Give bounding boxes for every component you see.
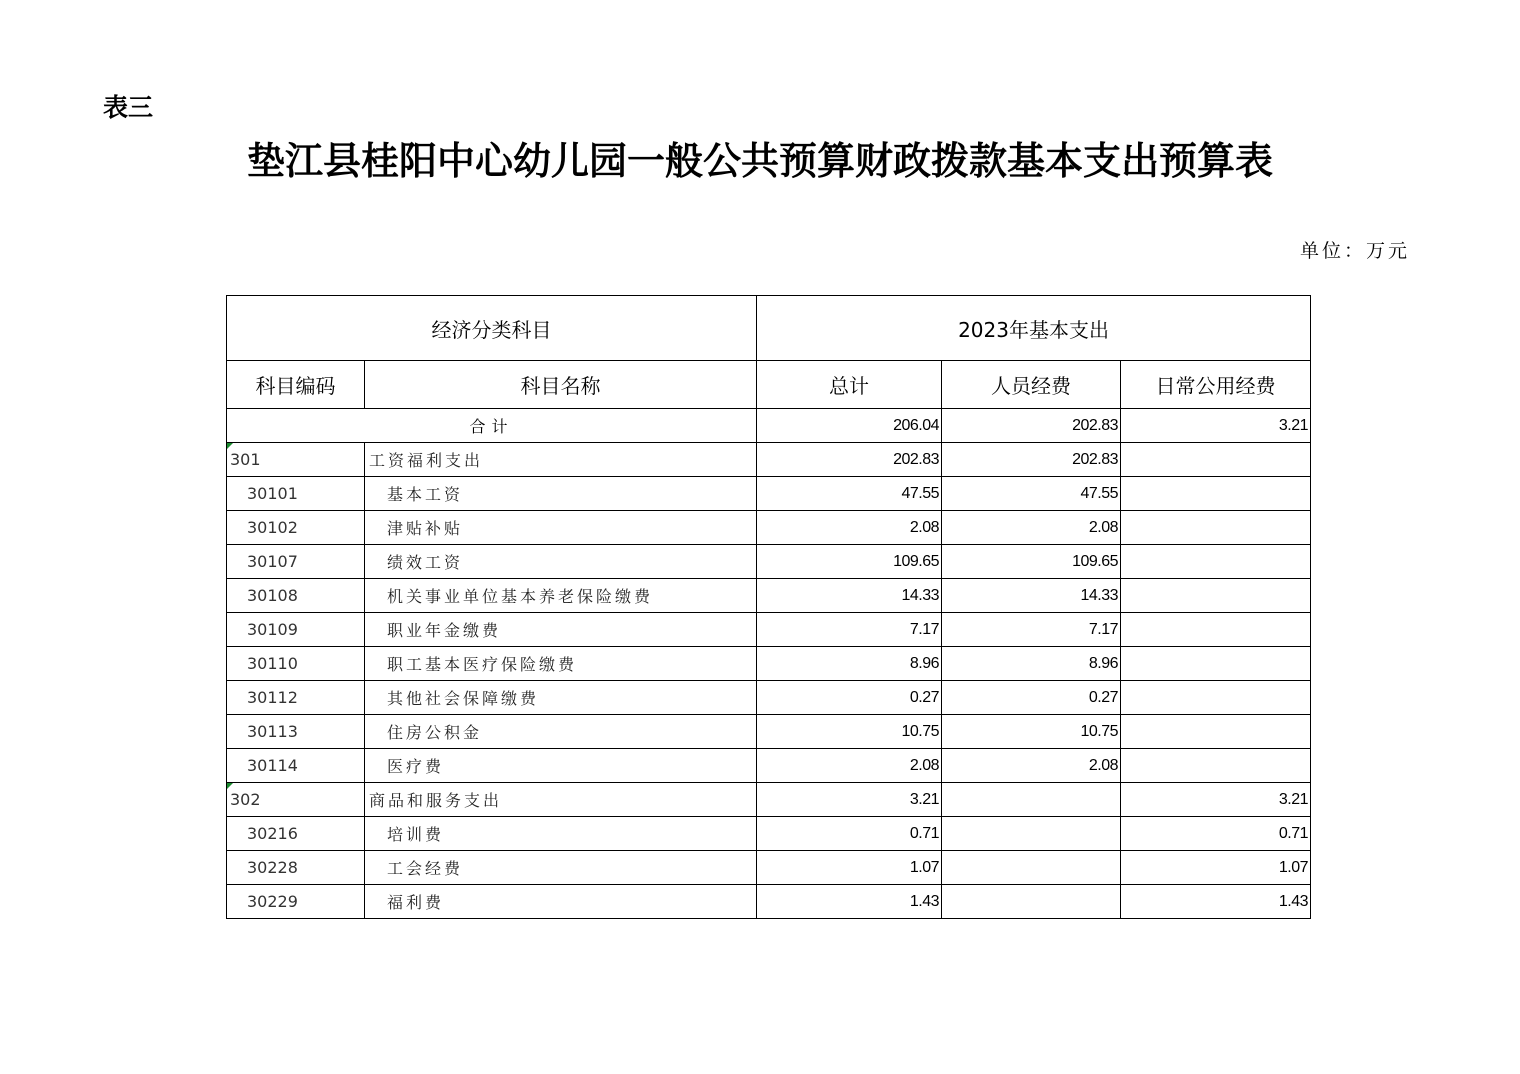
row-personnel: 47.55 [942, 477, 1121, 511]
row-personnel [942, 817, 1121, 851]
row-code: 30114 [227, 749, 365, 783]
row-public: 1.07 [1121, 851, 1311, 885]
row-public [1121, 477, 1311, 511]
row-total: 3.21 [757, 783, 942, 817]
row-personnel: 202.83 [942, 443, 1121, 477]
group-header-row [227, 296, 1311, 361]
row-public: 0.71 [1121, 817, 1311, 851]
row-code: 30109 [227, 613, 365, 647]
total-row-public: 3.21 [1121, 409, 1311, 443]
row-code: 30112 [227, 681, 365, 715]
table-row [227, 647, 1311, 681]
row-personnel [942, 885, 1121, 919]
row-code: 30113 [227, 715, 365, 749]
row-code: 30229 [227, 885, 365, 919]
row-code: 30101 [227, 477, 365, 511]
row-name: 商品和服务支出 [365, 783, 757, 817]
cell-marker-icon [227, 443, 233, 449]
row-total: 7.17 [757, 613, 942, 647]
row-public [1121, 647, 1311, 681]
row-name: 住房公积金 [365, 715, 757, 749]
row-name: 绩效工资 [365, 545, 757, 579]
table-row [227, 477, 1311, 511]
row-public: 1.43 [1121, 885, 1311, 919]
page-title: 垫江县桂阳中心幼儿园一般公共预算财政拨款基本支出预算表 [246, 138, 1273, 183]
table-row [227, 851, 1311, 885]
table-row [227, 749, 1311, 783]
column-header-row [227, 361, 1311, 409]
row-total: 109.65 [757, 545, 942, 579]
row-public [1121, 545, 1311, 579]
row-total: 2.08 [757, 511, 942, 545]
row-personnel: 2.08 [942, 749, 1121, 783]
row-name: 职业年金缴费 [365, 613, 757, 647]
row-public: 3.21 [1121, 783, 1311, 817]
table-row [227, 579, 1311, 613]
row-total: 0.27 [757, 681, 942, 715]
row-name: 医疗费 [365, 749, 757, 783]
row-name: 工资福利支出 [365, 443, 757, 477]
row-total: 0.71 [757, 817, 942, 851]
total-row-personnel: 202.83 [942, 409, 1121, 443]
row-public [1121, 511, 1311, 545]
total-row [227, 409, 1311, 443]
table-row [227, 715, 1311, 749]
column-header-total: 总计 [757, 361, 942, 409]
row-name: 职工基本医疗保险缴费 [365, 647, 757, 681]
row-name: 福利费 [365, 885, 757, 919]
row-code [227, 443, 365, 477]
table-label: 表三 [103, 93, 154, 122]
row-total: 1.07 [757, 851, 942, 885]
row-name: 基本工资 [365, 477, 757, 511]
row-public [1121, 749, 1311, 783]
row-public [1121, 681, 1311, 715]
row-name: 机关事业单位基本养老保险缴费 [365, 579, 757, 613]
row-total: 1.43 [757, 885, 942, 919]
row-total: 8.96 [757, 647, 942, 681]
row-total: 47.55 [757, 477, 942, 511]
row-code [227, 783, 365, 817]
table-row [227, 885, 1311, 919]
group-header-category: 经济分类科目 [227, 296, 757, 361]
table-row [227, 817, 1311, 851]
column-header-code: 科目编码 [227, 361, 365, 409]
row-name: 津贴补贴 [365, 511, 757, 545]
total-row-total: 206.04 [757, 409, 942, 443]
row-code: 30102 [227, 511, 365, 545]
row-personnel [942, 783, 1121, 817]
row-name: 工会经费 [365, 851, 757, 885]
row-total: 2.08 [757, 749, 942, 783]
row-code: 30216 [227, 817, 365, 851]
row-code-text: 301 [230, 450, 261, 469]
row-code: 30108 [227, 579, 365, 613]
row-code: 30228 [227, 851, 365, 885]
row-name: 培训费 [365, 817, 757, 851]
row-personnel: 10.75 [942, 715, 1121, 749]
row-personnel: 2.08 [942, 511, 1121, 545]
row-code: 30107 [227, 545, 365, 579]
table-row [227, 545, 1311, 579]
row-public [1121, 715, 1311, 749]
table-row [227, 511, 1311, 545]
row-public [1121, 443, 1311, 477]
column-header-public: 日常公用经费 [1121, 361, 1311, 409]
group-header-year-expense: 2023年基本支出 [757, 296, 1311, 361]
row-personnel: 7.17 [942, 613, 1121, 647]
total-row-label: 合计 [227, 409, 757, 443]
row-personnel: 14.33 [942, 579, 1121, 613]
table-row [227, 613, 1311, 647]
row-total: 202.83 [757, 443, 942, 477]
row-public [1121, 579, 1311, 613]
row-personnel [942, 851, 1121, 885]
row-personnel: 0.27 [942, 681, 1121, 715]
unit-label: 单位：万元 [1299, 240, 1410, 262]
row-total: 14.33 [757, 579, 942, 613]
cell-marker-icon [227, 783, 233, 789]
table-row [227, 681, 1311, 715]
row-personnel: 8.96 [942, 647, 1121, 681]
row-total: 10.75 [757, 715, 942, 749]
column-header-name: 科目名称 [365, 361, 757, 409]
row-personnel: 109.65 [942, 545, 1121, 579]
column-header-personnel: 人员经费 [942, 361, 1121, 409]
row-name: 其他社会保障缴费 [365, 681, 757, 715]
row-public [1121, 613, 1311, 647]
table-row [227, 783, 1311, 817]
budget-table [226, 295, 1311, 919]
row-code: 30110 [227, 647, 365, 681]
table-row [227, 443, 1311, 477]
row-code-text: 302 [230, 790, 261, 809]
